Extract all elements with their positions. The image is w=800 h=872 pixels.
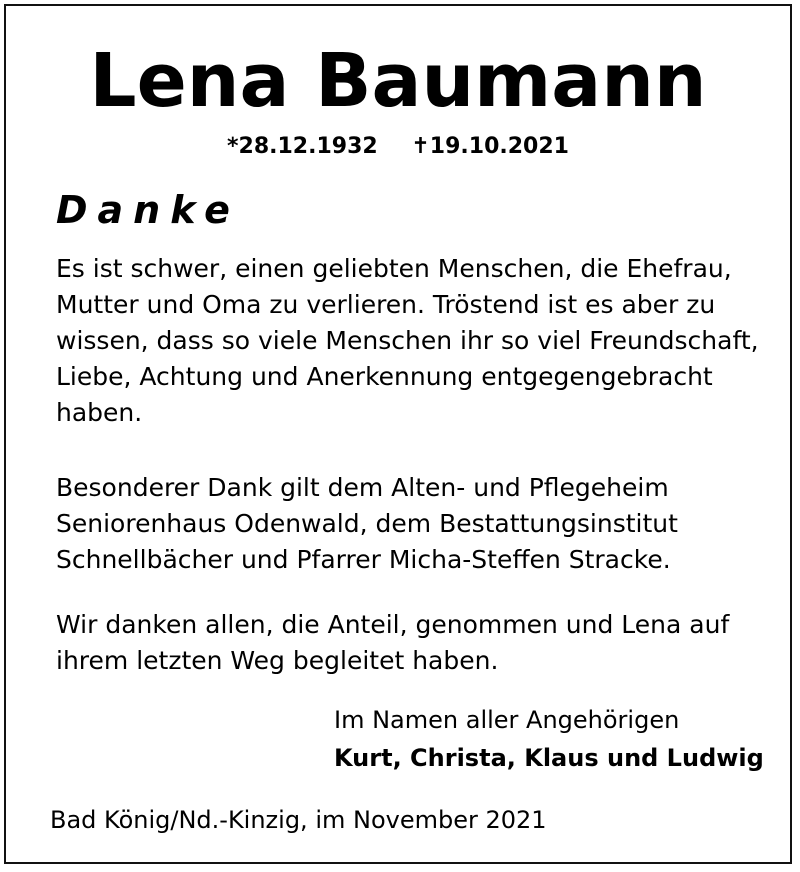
obituary-notice — [4, 4, 792, 864]
thanks-heading: Danke — [56, 188, 240, 232]
signature-intro: Im Namen aller Angehörigen — [334, 706, 680, 734]
signature-names: Kurt, Christa, Klaus und Ludwig — [334, 744, 764, 772]
paragraph-special-thanks: Besonderer Dank gilt dem Alten- und Pflegeheim Seniorenhaus Odenwald, dem Bestattungsinstitut Schnellbächer und Pfarrer Micha-Steffen Stracke. — [56, 473, 678, 574]
place-and-date: Bad König/Nd.-Kinzig, im November 2021 — [50, 806, 547, 834]
paragraph-loss: Es ist schwer, einen geliebten Menschen, die Ehefrau, Mutter und Oma zu verlieren. Tröstend ist es aber zu wissen, dass so viele Menschen ihr so viel Freundschaft, Liebe, Achtung und Anerkennung entgegengebracht haben. — [56, 254, 759, 427]
deceased-name: Lena Baumann — [89, 38, 707, 124]
life-dates — [6, 134, 790, 159]
paragraph-gratitude: Wir danken allen, die Anteil, genommen und Lena auf ihrem letzten Weg begleitet haben. — [56, 610, 730, 675]
birth-date: *28.12.1932 — [227, 134, 378, 159]
death-date: ✝19.10.2021 — [411, 134, 569, 159]
